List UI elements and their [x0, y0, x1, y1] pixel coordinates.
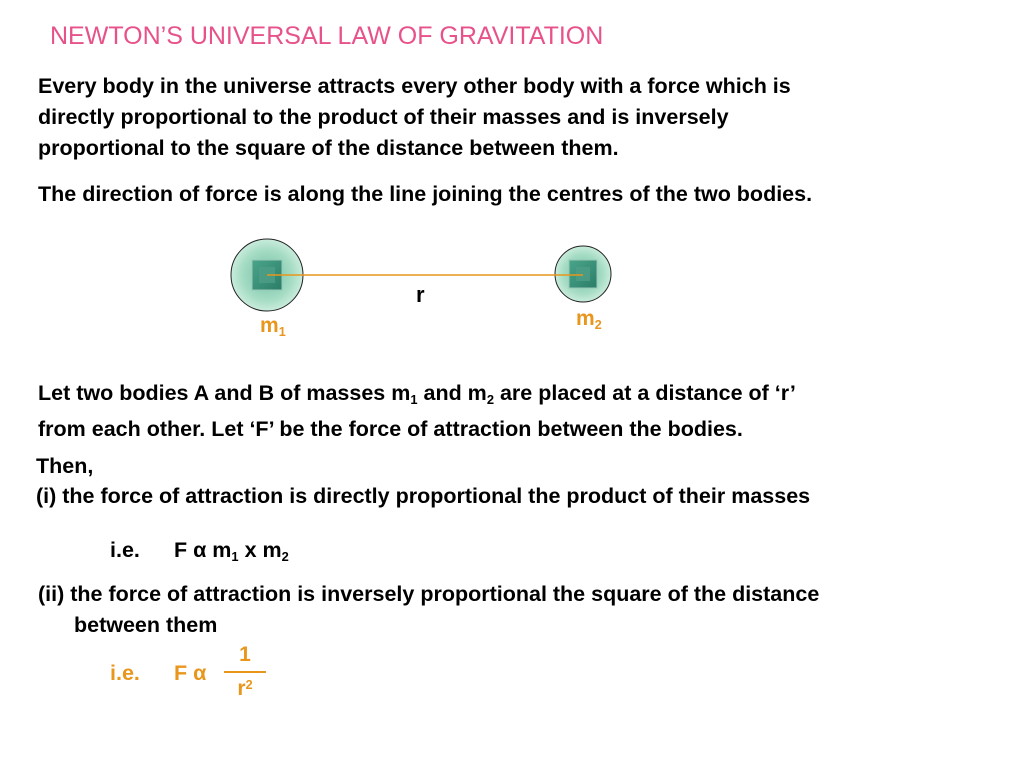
point-2-line-2: between them	[74, 613, 218, 637]
law-statement	[38, 71, 791, 164]
mass-label-m1: $m_1$	[260, 314, 286, 339]
direction-statement: The direction of force is along the line joining the centres of the two bodies.	[38, 182, 813, 206]
setup-statement	[38, 375, 796, 447]
inverse-square-fraction	[224, 643, 266, 701]
law-line-1: Every body in the universe attracts every other body with a force which is	[38, 74, 791, 98]
fraction-denominator: $r^2$	[237, 677, 253, 700]
point-2-ie: i.e.	[110, 661, 140, 685]
law-line-2: directly proportional to the product of their masses and is inversely	[38, 105, 729, 129]
point-1-formula: F α $m_1$ x $m_2$	[174, 538, 289, 564]
setup-line-2: from each other. Let ‘F’ be the force of attraction between the bodies.	[38, 417, 743, 441]
law-line-3: proportional to the square of the distance between them.	[38, 136, 619, 160]
mass-label-m2: $m_2$	[576, 307, 602, 332]
setup-line-1: Let two bodies A and B of masses $m_1$ and $m_2$ are placed at a distance of ‘r’	[38, 381, 796, 407]
body-m2	[555, 246, 611, 302]
distance-label: r	[416, 282, 425, 307]
then-label: Then,	[36, 454, 94, 478]
body-m1	[231, 239, 303, 311]
point-2-text	[38, 579, 819, 641]
point-1-ie: i.e.	[110, 538, 140, 562]
fraction-numerator: 1	[239, 643, 251, 666]
fraction-bar	[224, 671, 266, 673]
point-2-formula: F α	[174, 661, 207, 685]
point-1-text: (i) the force of attraction is directly proportional the product of their masses	[36, 484, 811, 508]
point-2-line-1: (ii) the force of attraction is inversely proportional the square of the distance	[38, 582, 820, 606]
page-title: NEWTON’S UNIVERSAL LAW OF GRAVITATION	[50, 22, 604, 50]
